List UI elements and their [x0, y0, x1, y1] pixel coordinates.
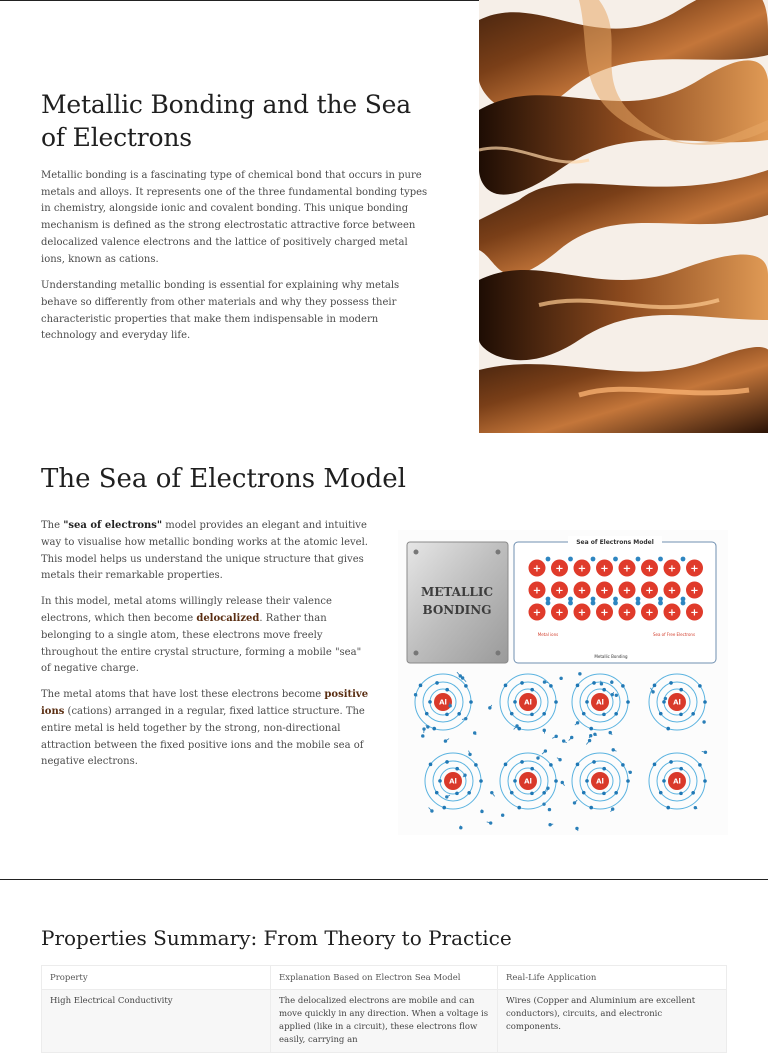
electron-dot: [614, 712, 618, 716]
electron-dot: [419, 684, 423, 688]
electron-dot: [669, 760, 673, 764]
electron-dot: [681, 601, 686, 606]
electron-dot: [546, 601, 551, 606]
sea-model-paragraph-1: [41, 518, 371, 585]
electron-dot: [592, 760, 596, 764]
electron-dot: [445, 713, 449, 717]
plus-icon: +: [555, 586, 563, 597]
electron-dot: [554, 700, 558, 704]
electron-dot: [467, 791, 471, 795]
electron-dot: [568, 601, 573, 606]
electron-trail: [429, 808, 432, 811]
electron-dot: [432, 727, 436, 731]
intro-paragraph-2: Understanding metallic bonding is essential for explaining why metals behave so differently from other materials and why they possess their characteristic properties that make them indispensable in modern technology and everyday life.: [41, 278, 433, 345]
free-electron: [615, 694, 618, 697]
electron-dot: [428, 700, 432, 704]
text-span: The: [41, 520, 63, 531]
electron-dot: [438, 779, 442, 783]
electron-dot: [679, 767, 683, 771]
electron-dot: [542, 712, 546, 716]
electron-dot: [659, 791, 663, 795]
electron-dot: [658, 557, 663, 562]
page-title: Metallic Bonding and the Sea of Electrons: [41, 88, 433, 154]
screw-icon: [414, 550, 419, 555]
plus-icon: +: [623, 608, 631, 619]
atom-symbol: Al: [524, 778, 532, 786]
electron-dot: [469, 700, 473, 704]
electron-dot: [510, 791, 514, 795]
atom-symbol: Al: [439, 699, 447, 707]
electron-dot: [435, 791, 439, 795]
free-electron: [702, 720, 705, 723]
electron-dot: [636, 601, 641, 606]
electron-dot: [474, 763, 478, 767]
electron-dot: [666, 806, 670, 810]
plus-icon: +: [668, 608, 676, 619]
electron-dot: [703, 700, 707, 704]
plus-icon: +: [533, 608, 541, 619]
electron-dot: [698, 684, 702, 688]
electron-dot: [549, 684, 553, 688]
electron-dot: [530, 713, 534, 717]
electron-dot: [591, 557, 596, 562]
electron-dot: [613, 601, 618, 606]
plus-icon: +: [600, 564, 608, 575]
plus-icon: +: [600, 586, 608, 597]
electron-dot: [429, 763, 433, 767]
electron-trail: [586, 741, 589, 745]
electron-dot: [530, 792, 534, 796]
atom-symbol: Al: [524, 699, 532, 707]
screw-icon: [414, 651, 419, 656]
electron-dot: [679, 713, 683, 717]
sea-model-paragraph-2: [41, 594, 371, 678]
header-application: Real-Life Application: [498, 966, 727, 990]
box-caption: Metallic Bonding: [594, 654, 628, 659]
atom-symbol: Al: [673, 699, 681, 707]
electron-dot: [504, 763, 508, 767]
electron-dot: [549, 763, 553, 767]
electron-dot: [626, 779, 630, 783]
electron-dot: [576, 684, 580, 688]
sea-model-heading: The Sea of Electrons Model: [41, 462, 406, 496]
atom-symbol: Al: [673, 778, 681, 786]
text-span: model provides an elegant and intuitive way to visualise how metallic bonding works at the atomic level. This model helps us understand the unique structure that gives metals their remarkable properties.: [41, 520, 368, 581]
plus-icon: +: [600, 608, 608, 619]
header-property: Property: [42, 966, 271, 990]
electron-dot: [691, 712, 695, 716]
intro-section: [41, 88, 433, 355]
electron-dot: [445, 688, 449, 692]
plus-icon: +: [645, 586, 653, 597]
electron-dot: [585, 779, 589, 783]
box-title: Sea of Electrons Model: [576, 539, 654, 546]
plate-label-line1: METALLIC: [421, 585, 493, 599]
plus-icon: +: [578, 564, 586, 575]
atom-symbol: Al: [596, 778, 604, 786]
header-explanation: Explanation Based on Electron Sea Model: [271, 966, 498, 990]
electron-dot: [659, 712, 663, 716]
electron-dot: [589, 806, 593, 810]
screw-icon: [496, 550, 501, 555]
electron-dot: [592, 681, 596, 685]
free-electron: [593, 733, 596, 736]
electron-dot: [554, 779, 558, 783]
electron-dot: [435, 681, 439, 685]
electron-dot: [582, 712, 586, 716]
plus-icon: +: [578, 586, 586, 597]
electron-dot: [589, 727, 593, 731]
plus-icon: +: [690, 586, 698, 597]
properties-heading: Properties Summary: From Theory to Practice: [41, 924, 512, 952]
electron-dot: [530, 688, 534, 692]
electron-dot: [582, 791, 586, 795]
electron-dot: [542, 791, 546, 795]
label-metal-ions: Metal ions: [538, 632, 559, 637]
screw-icon: [496, 651, 501, 656]
electron-dot: [510, 712, 514, 716]
electron-dot: [614, 791, 618, 795]
plus-icon: +: [690, 564, 698, 575]
electron-dot: [546, 557, 551, 562]
electron-dot: [520, 760, 524, 764]
electron-dot: [602, 713, 606, 717]
properties-table: [41, 965, 727, 1053]
electron-dot: [662, 700, 666, 704]
sea-model-text: [41, 518, 371, 780]
emphasis-sea-of-electrons: "sea of electrons": [63, 520, 162, 531]
electron-dot: [621, 684, 625, 688]
electron-dot: [513, 700, 517, 704]
electron-dot: [602, 688, 606, 692]
plus-icon: +: [578, 608, 586, 619]
electron-dot: [520, 681, 524, 685]
plus-icon: +: [533, 586, 541, 597]
electron-dot: [568, 557, 573, 562]
electron-dot: [653, 763, 657, 767]
electron-trail: [457, 672, 460, 676]
cell-property: High Electrical Conductivity: [42, 990, 271, 1053]
free-electron: [554, 735, 557, 738]
plus-icon: +: [555, 564, 563, 575]
emphasis-delocalized: delocalized: [196, 613, 259, 624]
electron-dot: [530, 767, 534, 771]
text-span: . Rather than belonging to a single atom, these electrons move freely throughout the entire crystal structure, forming a mobile "sea" of negative charge.: [41, 613, 361, 674]
electron-dot: [691, 791, 695, 795]
plus-icon: +: [623, 586, 631, 597]
electron-dot: [455, 767, 459, 771]
free-electron: [612, 748, 615, 751]
aluminium-atoms: [414, 672, 707, 831]
electron-dot: [669, 681, 673, 685]
plus-icon: +: [645, 608, 653, 619]
text-span: In this model, metal atoms willingly release their valence electrons, which then become: [41, 596, 332, 624]
electron-dot: [662, 779, 666, 783]
electron-dot: [517, 806, 521, 810]
plus-icon: +: [668, 586, 676, 597]
plate-label-line2: BONDING: [422, 603, 491, 617]
electron-dot: [464, 684, 468, 688]
electron-dot: [636, 557, 641, 562]
electron-dot: [479, 779, 483, 783]
sea-of-electrons-diagram: [398, 530, 728, 835]
label-sea-electrons: Sea of Free Electrons: [653, 632, 695, 637]
electron-dot: [445, 760, 449, 764]
metal-swirl-art: [479, 0, 768, 433]
electron-dot: [653, 684, 657, 688]
electron-dot: [513, 779, 517, 783]
electron-dot: [455, 792, 459, 796]
emphasis-positive-ions: positive ions: [41, 689, 368, 717]
text-span: (cations) arranged in a regular, fixed lattice structure. The entire metal is held together by the strong, non-directional attraction between the fixed positive ions and the mobile sea of negative electrons.: [41, 706, 365, 767]
diagram-svg: [398, 530, 728, 835]
electron-dot: [504, 684, 508, 688]
electron-dot: [681, 557, 686, 562]
atom-symbol: Al: [596, 699, 604, 707]
table-header-row: [42, 966, 727, 990]
cell-application: Wires (Copper and Aluminium are excellent conductors), circuits, and electronic components.: [498, 990, 727, 1053]
electron-dot: [703, 779, 707, 783]
section-divider: [0, 879, 768, 880]
plus-icon: +: [645, 564, 653, 575]
electron-dot: [602, 767, 606, 771]
table-row: [42, 990, 727, 1053]
metal-swirl-image: [479, 0, 768, 433]
electron-dot: [457, 712, 461, 716]
atom-symbol: Al: [449, 778, 457, 786]
intro-paragraph-1: Metallic bonding is a fascinating type of chemical bond that occurs in pure metals and alloys. It represents one of the three fundamental bonding types in chemistry, alongside ionic and covalent bonding. This unique bonding mechanism is defined as the strong electrostatic attractive force between delocalized valence electrons and the lattice of positively charged metal ions, known as cations.: [41, 168, 433, 268]
electron-dot: [425, 712, 429, 716]
plus-icon: +: [690, 608, 698, 619]
electron-dot: [585, 700, 589, 704]
electron-dot: [698, 763, 702, 767]
electron-dot: [679, 688, 683, 692]
electron-dot: [442, 806, 446, 810]
text-span: The metal atoms that have lost these electrons become: [41, 689, 324, 700]
plus-icon: +: [555, 608, 563, 619]
electron-dot: [666, 727, 670, 731]
electron-dot: [679, 792, 683, 796]
cell-explanation: The delocalized electrons are mobile and can move quickly in any direction. When a voltage is applied (like in a circuit), these electrons flow easily, carrying an: [271, 990, 498, 1053]
plus-icon: +: [623, 564, 631, 575]
electron-trail: [463, 678, 467, 682]
electron-dot: [626, 700, 630, 704]
electron-dot: [602, 792, 606, 796]
plus-icon: +: [533, 564, 541, 575]
free-electron: [694, 806, 697, 809]
electron-dot: [576, 763, 580, 767]
sea-model-paragraph-3: [41, 687, 371, 771]
electron-dot: [613, 557, 618, 562]
electron-dot: [658, 601, 663, 606]
plus-icon: +: [668, 564, 676, 575]
electron-dot: [621, 763, 625, 767]
electron-dot: [591, 601, 596, 606]
